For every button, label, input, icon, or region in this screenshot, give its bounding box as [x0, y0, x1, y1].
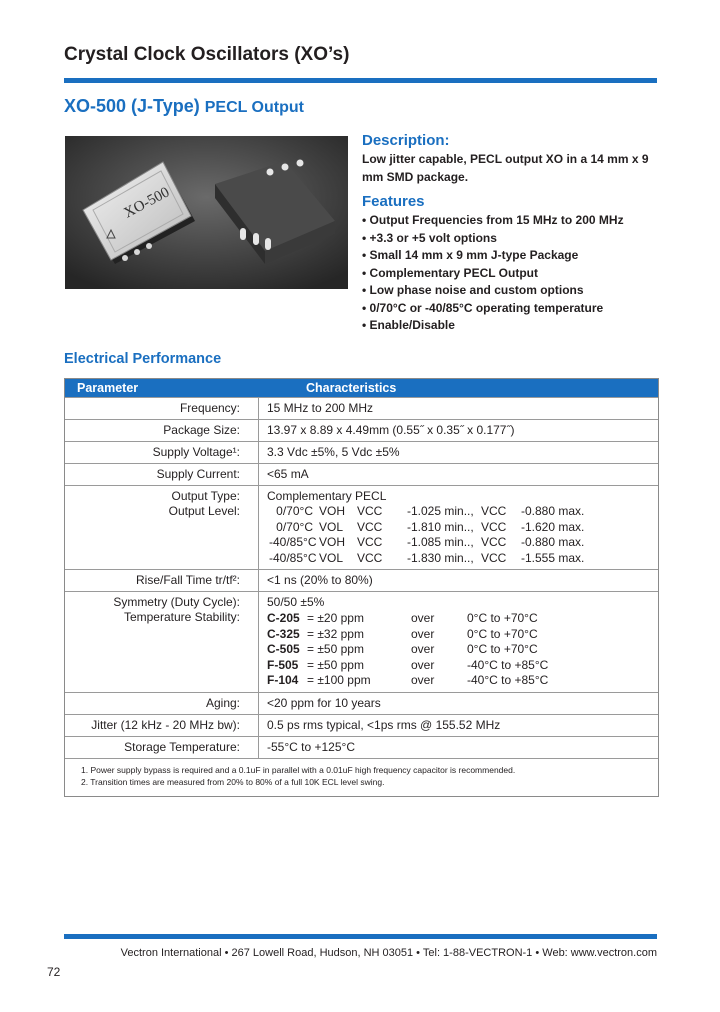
level-cell: VCC — [357, 504, 383, 518]
product-model: XO-500 (J-Type) — [64, 96, 200, 116]
stability-grid — [267, 611, 658, 689]
param-value: <20 ppm for 10 years — [267, 695, 381, 710]
level-cell: 0/70°C — [276, 519, 313, 534]
level-cell: -0.880 max. — [521, 504, 585, 518]
electrical-heading: Electrical Performance — [64, 351, 222, 367]
top-rule — [64, 78, 657, 83]
stability-cell: over — [411, 657, 435, 672]
param-value: <1 ns (20% to 80%) — [267, 573, 373, 587]
param-label: Storage Temperature: — [65, 737, 259, 758]
electrical-table — [64, 378, 659, 797]
param-label: Package Size: — [65, 420, 259, 441]
param-label — [65, 592, 259, 692]
stability-cell: over — [411, 642, 435, 656]
level-cell: 0/70°C — [276, 504, 313, 518]
stability-cell: 0°C to +70°C — [467, 642, 538, 656]
stability-cell: = ±50 ppm — [307, 657, 364, 672]
stability-cell: -40°C to +85°C — [467, 673, 549, 687]
param-value: 3.3 Vdc ±5%, 5 Vdc ±5% — [267, 445, 400, 459]
header-characteristics: Characteristics — [306, 381, 397, 395]
table-row-rise-fall — [65, 569, 658, 591]
stability-cell: 0°C to +70°C — [467, 626, 538, 641]
note-item: 1. Power supply bypass is required and a 0.1uF in parallel with a 0.01uF high frequency capacitor is recommended. — [81, 764, 516, 775]
features-heading: Features — [362, 193, 425, 210]
level-cell: VCC — [481, 504, 507, 518]
stability-cell: C-205 — [267, 611, 300, 625]
param-label: Supply Voltage¹: — [65, 442, 259, 463]
level-cell: -40/85°C — [269, 550, 317, 565]
feature-item: • Small 14 mm x 9 mm J-type Package — [362, 248, 579, 262]
level-cell: VCC — [481, 519, 507, 534]
table-row-aging — [65, 692, 658, 714]
table-row-package — [65, 419, 658, 441]
table-header — [65, 379, 658, 397]
feature-item: • Enable/Disable — [362, 318, 455, 332]
feature-item: • Complementary PECL Output — [362, 265, 538, 280]
param-label: Jitter (12 kHz - 20 MHz bw): — [65, 715, 259, 736]
param-label: Frequency: — [65, 398, 259, 419]
stability-cell: = ±100 ppm — [307, 673, 371, 687]
feature-item: • Low phase noise and custom options — [362, 283, 584, 297]
level-cell: VOH — [319, 504, 346, 518]
product-photo — [65, 136, 348, 289]
level-cell: VOL — [319, 519, 344, 534]
stability-cell: = ±32 ppm — [307, 626, 364, 641]
param-label: Supply Current: — [65, 464, 259, 485]
output-type-label: Output Type: — [171, 489, 240, 503]
level-cell: VOL — [319, 550, 344, 565]
level-cell: -0.880 max. — [521, 535, 585, 549]
param-value: <65 mA — [267, 467, 309, 481]
package-marking: XO-500 — [121, 184, 173, 222]
output-level-label: Output Level: — [168, 504, 240, 518]
level-cell: -40/85°C — [269, 535, 317, 549]
output-type-value: Complementary PECL — [267, 489, 387, 503]
table-row-supply-voltage — [65, 441, 658, 463]
param-value: 13.97 x 8.89 x 4.49mm (0.55˝ x 0.35˝ x 0.177˝) — [267, 423, 515, 437]
level-cell: -1.830 min.., — [407, 550, 474, 565]
stability-cell: over — [411, 673, 435, 687]
table-row-storage — [65, 736, 658, 758]
stability-cell: over — [411, 626, 435, 641]
param-value — [259, 592, 658, 692]
table-row-jitter — [65, 714, 658, 736]
symmetry-label: Symmetry (Duty Cycle): — [113, 595, 240, 609]
stability-cell: = ±20 ppm — [307, 611, 364, 625]
level-cell: -1.810 min.., — [407, 519, 474, 534]
note-item: 2. Transition times are measured from 20% to 80% of a full 10K ECL level swing. — [81, 776, 385, 787]
product-title — [64, 96, 304, 117]
product-summary — [362, 131, 662, 335]
stability-cell: F-104 — [267, 673, 299, 687]
stability-cell: C-505 — [267, 642, 300, 656]
param-value: 0.5 ps rms typical, <1ps rms @ 155.52 MHz — [267, 717, 501, 732]
level-cell: VCC — [357, 550, 383, 565]
param-label: Aging: — [65, 693, 259, 714]
param-label — [65, 486, 259, 569]
table-row-output — [65, 485, 658, 569]
stability-cell: over — [411, 611, 435, 625]
param-value: 15 MHz to 200 MHz — [267, 401, 374, 415]
feature-item: • 0/70°C or -40/85°C operating temperature — [362, 300, 604, 315]
table-row-frequency — [65, 397, 658, 419]
stability-cell: C-325 — [267, 626, 300, 641]
feature-item: • Output Frequencies from 15 MHz to 200 MHz — [362, 213, 624, 227]
param-label: Rise/Fall Time tr/tf²: — [65, 570, 259, 591]
description-text: Low jitter capable, PECL output XO in a 14 mm x 9 mm SMD package. — [362, 152, 649, 184]
level-cell: VCC — [481, 550, 507, 565]
header-parameter: Parameter — [77, 381, 139, 395]
footer-rule — [64, 934, 657, 939]
level-cell: VCC — [357, 519, 383, 534]
stability-cell: -40°C to +85°C — [467, 657, 549, 672]
table-notes — [65, 758, 658, 796]
level-cell: -1.085 min.., — [407, 535, 474, 549]
features-list — [362, 212, 662, 335]
table-row-supply-current — [65, 463, 658, 485]
level-cell: VOH — [319, 535, 346, 549]
stability-cell: = ±50 ppm — [307, 642, 364, 656]
oscillator-illustration — [65, 136, 348, 289]
level-cell: -1.555 max. — [521, 550, 585, 565]
footer-contact: Vectron International • 267 Lowell Road, Hudson, NH 03051 • Tel: 1-88-VECTRON-1 • Web: www.vectron.com — [120, 947, 657, 959]
stability-label: Temperature Stability: — [123, 610, 240, 624]
page-number: 72 — [47, 965, 61, 979]
param-value — [259, 486, 658, 569]
table-row-symmetry — [65, 591, 658, 692]
stability-cell: 0°C to +70°C — [467, 611, 538, 625]
level-cell: -1.620 max. — [521, 519, 585, 534]
stability-cell: F-505 — [267, 657, 299, 672]
level-cell: VCC — [357, 535, 383, 549]
product-output-type: PECL Output — [204, 99, 304, 116]
level-cell: -1.025 min.., — [407, 504, 474, 518]
description-heading: Description: — [362, 132, 450, 149]
output-level-grid — [267, 504, 658, 566]
param-value: -55°C to +125°C — [267, 739, 355, 754]
page-title: Crystal Clock Oscillators (XO’s) — [64, 44, 350, 65]
level-cell: VCC — [481, 535, 507, 549]
symmetry-value: 50/50 ±5% — [267, 595, 325, 609]
feature-item: • +3.3 or +5 volt options — [362, 230, 497, 245]
